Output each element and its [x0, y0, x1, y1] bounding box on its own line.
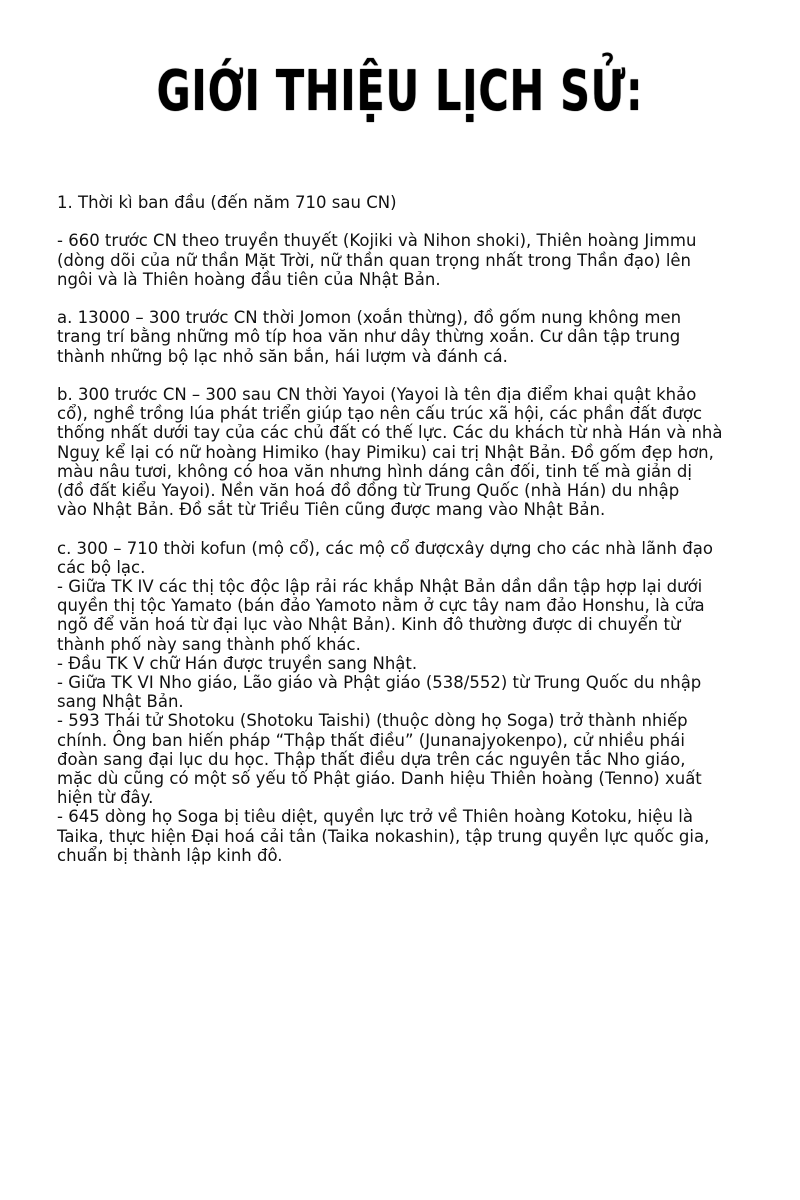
text-line: - Đầu TK V chữ Hán được truyền sang Nhật.: [57, 653, 418, 673]
paragraph: [57, 385, 757, 519]
text-line: vào Nhật Bản. Đồ sắt từ Triều Tiên cũng được mang vào Nhật Bản.: [57, 500, 606, 520]
text-line: thành phố này sang thành phố khác.: [57, 634, 361, 654]
paragraph: [57, 308, 757, 366]
text-line: ngõ để văn hoá từ đại lục vào Nhật Bản). Kinh đô thường được di chuyển từ: [57, 615, 681, 635]
text-line: hiện từ đây.: [57, 788, 154, 808]
text-line: - Giữa TK VI Nho giáo, Lão giáo và Phật giáo (538/552) từ Trung Quốc du nhập: [57, 673, 702, 693]
text-line: - 593 Thái tử Shotoku (Shotoku Taishi) (thuộc dòng họ Soga) trở thành nhiếp: [57, 711, 688, 731]
text-line: Nguỵ kể lại có nữ hoàng Himiko (hay Pimiku) cai trị Nhật Bản. Đồ gốm đẹp hơn,: [57, 442, 714, 462]
text-line: quyền thị tộc Yamato (bán đảo Yamoto nằm ở cực tây nam đảo Honshu, là cửa: [57, 596, 705, 616]
text-line: mặc dù cũng có một số yếu tố Phật giáo. Danh hiệu Thiên hoàng (Tenno) xuất: [57, 769, 702, 789]
text-line: (dòng dõi của nữ thần Mặt Trời, nữ thần quan trọng nhất trong Thần đạo) lên: [57, 250, 692, 270]
text-line: a. 13000 – 300 trước CN thời Jomon (xoắn thừng), đồ gốm nung không men: [57, 308, 682, 328]
text-line: (đồ đất kiểu Yayoi). Nền văn hoá đồ đồng từ Trung Quốc (nhà Hán) du nhập: [57, 481, 680, 500]
paragraph: [57, 231, 757, 289]
paragraph: [57, 539, 757, 865]
text-line: c. 300 – 710 thời kofun (mộ cổ), các mộ cổ đượcxây dựng cho các nhà lãnh đạo: [57, 538, 713, 558]
document-body: [57, 193, 757, 884]
text-line: trang trí bằng những mô típ hoa văn như dây thừng xoắn. Cư dân tập trung: [57, 327, 681, 347]
text-line: 1. Thời kì ban đầu (đến năm 710 sau CN): [57, 193, 397, 212]
page-title: GIỚI THIỆU LỊCH SỬ:: [156, 59, 644, 124]
text-line: cổ), nghề trồng lúa phát triển giúp tạo nên cấu trúc xã hội, các phần đất được: [57, 404, 703, 424]
paragraph: [57, 193, 757, 212]
text-line: - 645 dòng họ Soga bị tiêu diệt, quyền lực trở về Thiên hoàng Kotoku, hiệu là: [57, 807, 693, 827]
text-line: sang Nhật Bản.: [57, 692, 184, 712]
text-line: chuẩn bị thành lập kinh đô.: [57, 845, 283, 865]
text-line: thống nhất dưới tay của các chủ đất có thế lực. Các du khách từ nhà Hán và nhà: [57, 423, 723, 443]
text-line: b. 300 trước CN – 300 sau CN thời Yayoi (Yayoi là tên địa điểm khai quật khảo: [57, 384, 697, 404]
text-line: đoàn sang đại lục du học. Thập thất điều dựa trên các nguyên tắc Nho giáo,: [57, 749, 686, 769]
text-line: ngôi và là Thiên hoàng đầu tiên của Nhật Bản.: [57, 269, 441, 289]
text-line: chính. Ông ban hiến pháp “Thập thất điều” (Junanajyokenpo), cử nhiều phái: [57, 730, 685, 750]
text-line: các bộ lạc.: [57, 557, 146, 577]
text-line: Taika, thực hiện Đại hoá cải tân (Taika nokashin), tập trung quyền lực quốc gia,: [57, 826, 710, 846]
text-line: màu nâu tươi, không có hoa văn nhưng hình dáng cân đối, tinh tế mà giản dị: [57, 461, 692, 481]
text-line: - Giữa TK IV các thị tộc độc lập rải rác khắp Nhật Bản dần dần tập hợp lại dưới: [57, 577, 703, 596]
text-line: - 660 trước CN theo truyền thuyết (Kojiki và Nihon shoki), Thiên hoàng Jimmu: [57, 231, 697, 251]
text-line: thành những bộ lạc nhỏ săn bắn, hái lượm và đánh cá.: [57, 346, 508, 366]
